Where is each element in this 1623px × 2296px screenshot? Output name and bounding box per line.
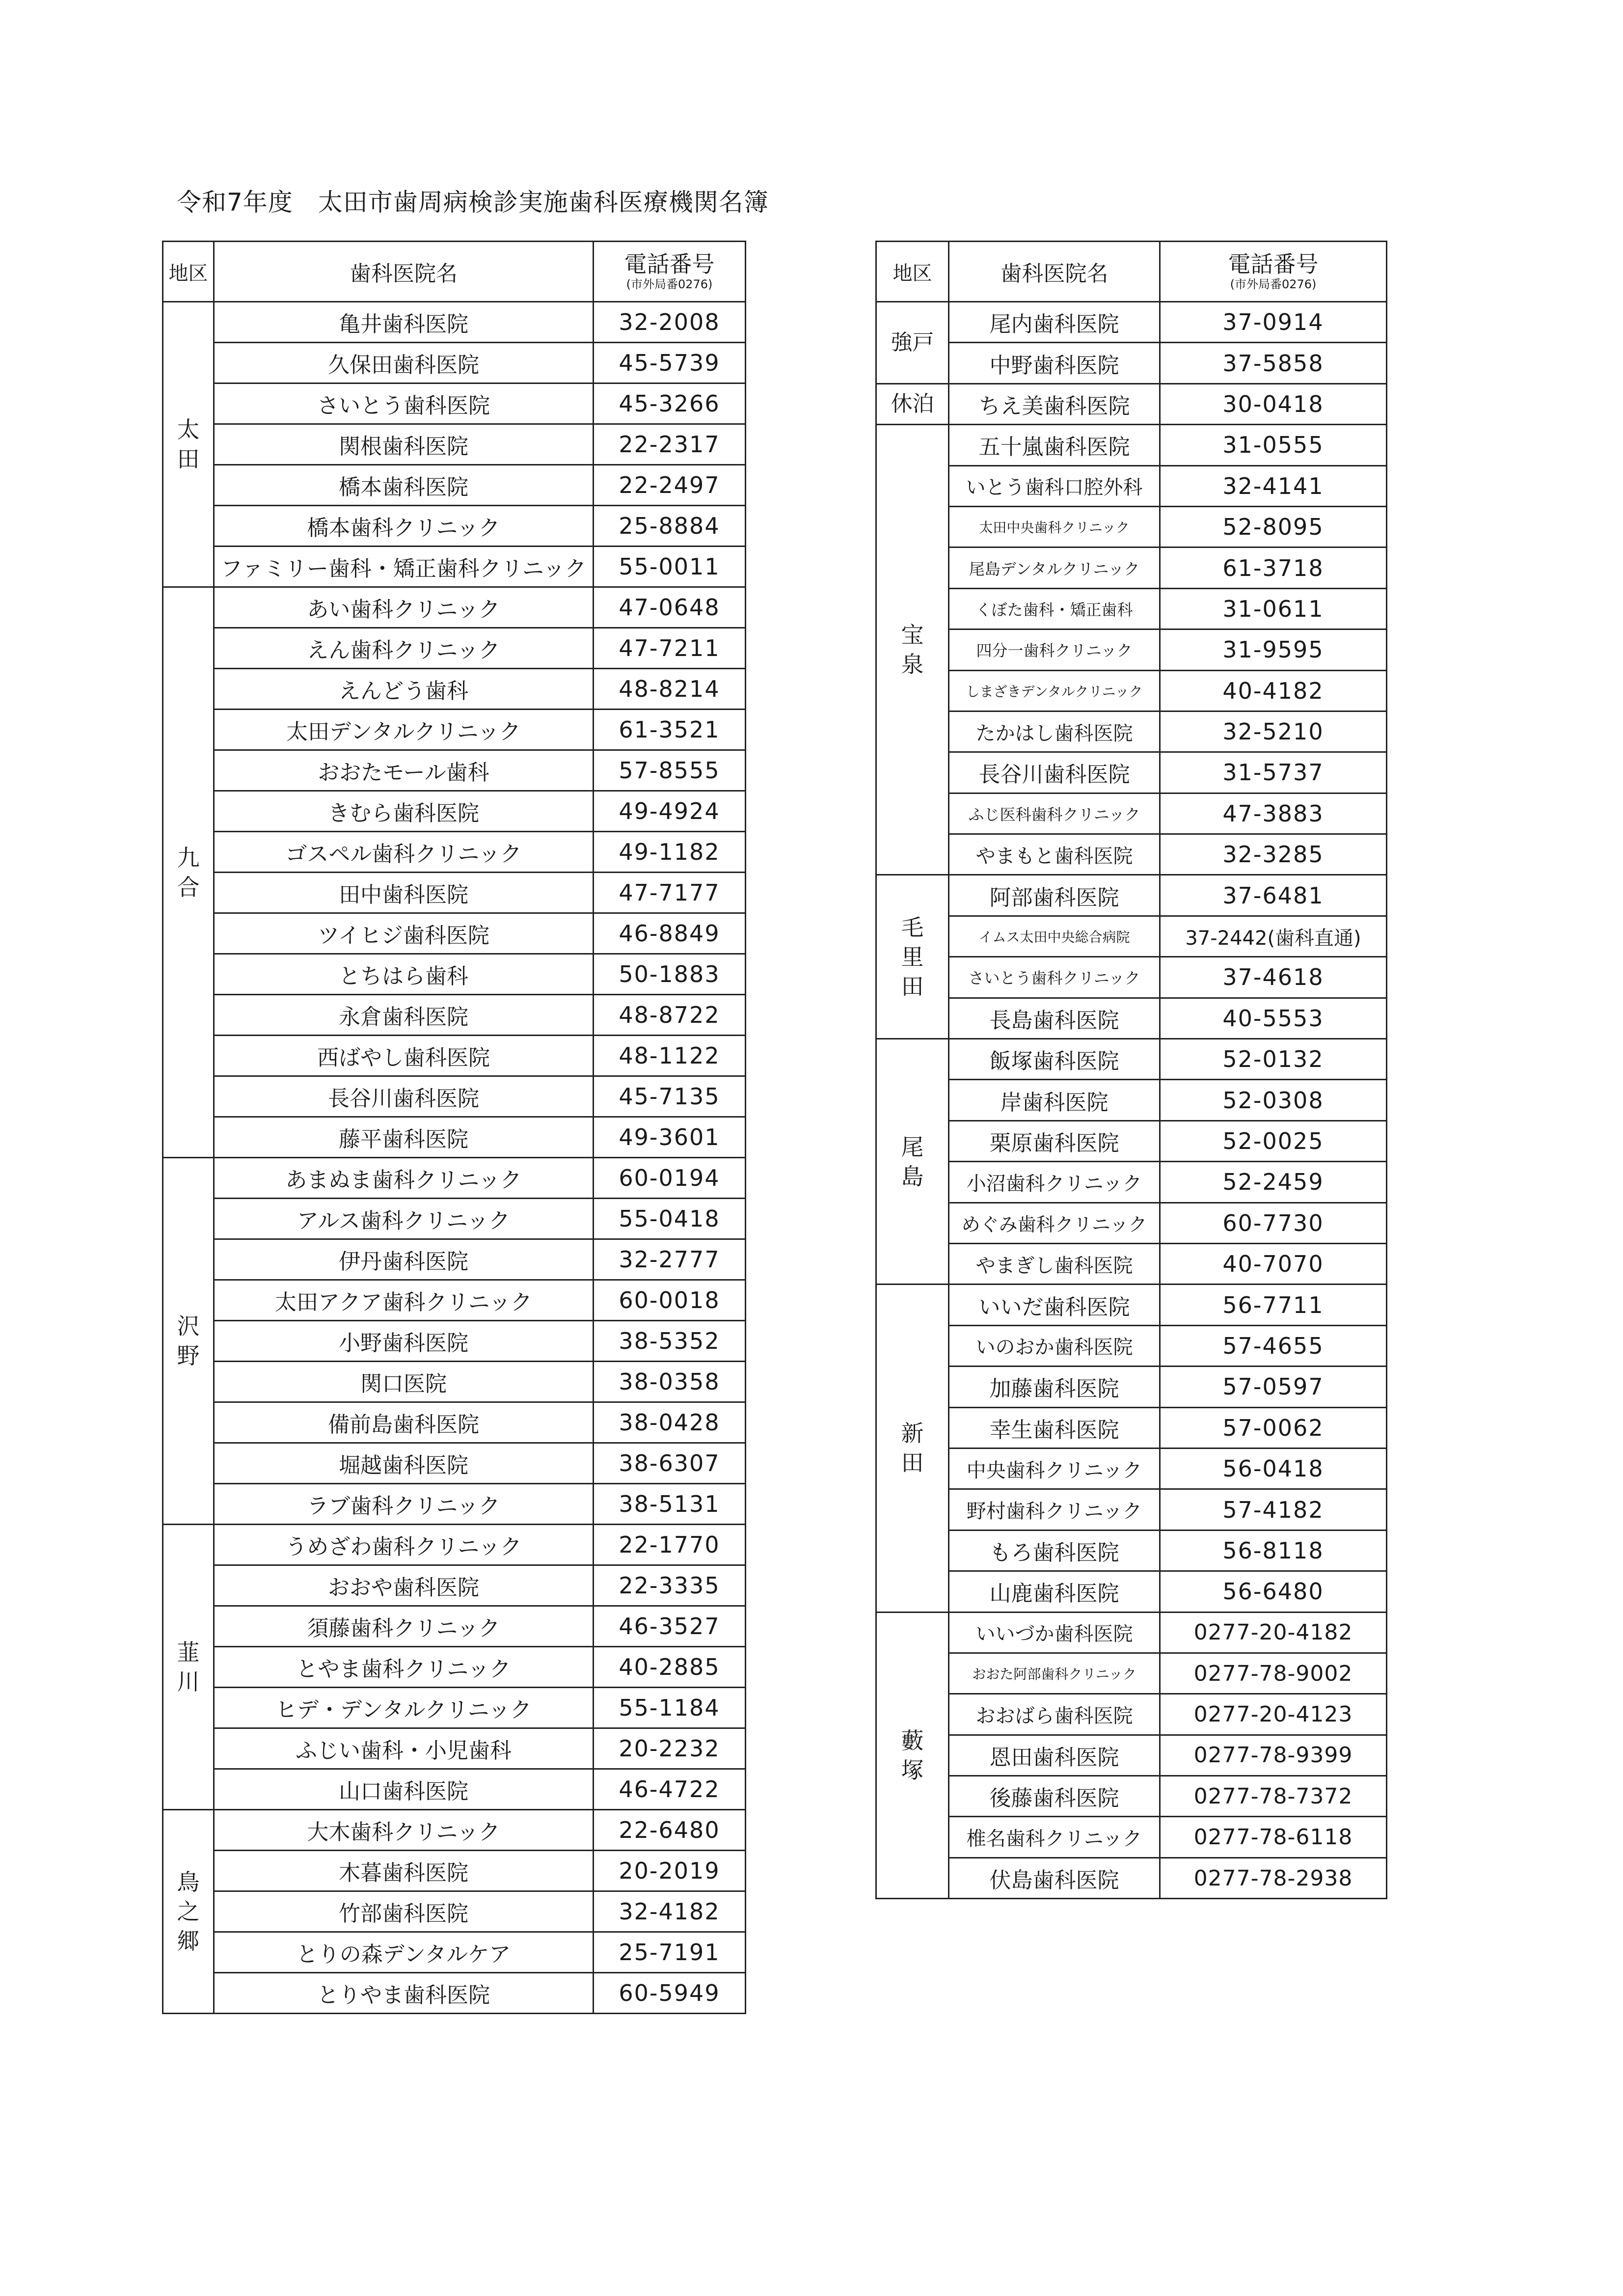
table-row — [163, 913, 746, 954]
table-row — [163, 1525, 746, 1565]
clinic-name: 椎名歯科クリニック — [949, 1817, 1160, 1858]
phone-number: 32-4182 — [594, 1891, 746, 1932]
phone-header-note: (市外局番0276) — [1230, 277, 1317, 291]
phone-number: 20-2019 — [594, 1851, 746, 1891]
phone-number: 57-8555 — [594, 750, 746, 791]
phone-number: 20-2232 — [594, 1728, 746, 1769]
phone-number: 37-4618 — [1160, 957, 1387, 998]
table-row — [876, 875, 1387, 916]
table-row — [163, 1362, 746, 1402]
phone-number: 0277-78-2938 — [1160, 1858, 1387, 1898]
clinic-name: 尾島デンタルクリニック — [949, 547, 1160, 588]
table-row — [876, 1121, 1387, 1161]
table-row — [876, 1080, 1387, 1121]
table-row — [163, 1851, 746, 1891]
phone-number: 38-0428 — [594, 1402, 746, 1443]
table-row — [876, 1694, 1387, 1735]
table-row — [163, 1158, 746, 1199]
phone-number: 56-8118 — [1160, 1530, 1387, 1571]
clinic-name: 久保田歯科医院 — [214, 343, 594, 383]
table-row — [876, 998, 1387, 1039]
phone-number: 31-0555 — [1160, 425, 1387, 465]
clinic-name: 堀越歯科医院 — [214, 1443, 594, 1484]
clinic-name: 岸歯科医院 — [949, 1080, 1160, 1121]
table-row — [876, 793, 1387, 834]
phone-number: 31-5737 — [1160, 752, 1387, 793]
table-row — [163, 669, 746, 710]
clinic-name: 長島歯科医院 — [949, 998, 1160, 1039]
phone-number: 22-6480 — [594, 1810, 746, 1851]
phone-number: 56-7711 — [1160, 1285, 1387, 1325]
phone-number: 0277-78-9002 — [1160, 1653, 1387, 1694]
table-row — [163, 1973, 746, 2014]
phone-number: 0277-78-6118 — [1160, 1817, 1387, 1858]
phone-number: 32-3285 — [1160, 834, 1387, 875]
clinic-name: いとう歯科口腔外科 — [949, 465, 1160, 506]
clinic-name: おおや歯科医院 — [214, 1565, 594, 1606]
table-row — [876, 1735, 1387, 1776]
table-row — [876, 916, 1387, 957]
district-cell: 宝 泉 — [876, 425, 949, 875]
clinic-name: 長谷川歯科医院 — [949, 752, 1160, 793]
table-row — [876, 1530, 1387, 1571]
clinic-name: ヒデ・デンタルクリニック — [214, 1688, 594, 1728]
phone-number: 61-3718 — [1160, 547, 1387, 588]
district-cell: 沢 野 — [163, 1158, 214, 1525]
district-cell: 韮 川 — [163, 1525, 214, 1810]
district-cell: 強戸 — [876, 302, 949, 384]
clinic-name: 五十嵐歯科医院 — [949, 425, 1160, 465]
clinic-name: さいとう歯科医院 — [214, 383, 594, 424]
clinic-name: 伏島歯科医院 — [949, 1858, 1160, 1898]
clinic-name: アルス歯科クリニック — [214, 1199, 594, 1239]
table-row — [876, 302, 1387, 343]
clinic-name: 栗原歯科医院 — [949, 1121, 1160, 1161]
phone-number: 31-0611 — [1160, 588, 1387, 629]
table-row — [876, 1653, 1387, 1694]
table-row — [163, 1239, 746, 1280]
table-row — [163, 587, 746, 628]
phone-header-label: 電話番号 — [624, 251, 715, 277]
district-cell: 新 田 — [876, 1285, 949, 1612]
table-row — [876, 383, 1387, 424]
phone-number: 57-4182 — [1160, 1489, 1387, 1530]
phone-number: 48-8214 — [594, 669, 746, 710]
clinic-name: ラブ歯科クリニック — [214, 1484, 594, 1525]
clinic-name: ファミリー歯科・矯正歯科クリニック — [214, 547, 594, 587]
clinic-name: 木暮歯科医院 — [214, 1851, 594, 1891]
phone-number: 40-4182 — [1160, 670, 1387, 711]
clinic-name: とちはら歯科 — [214, 954, 594, 995]
table-row — [876, 957, 1387, 998]
clinic-name: 中野歯科医院 — [949, 343, 1160, 383]
table-row — [163, 1402, 746, 1443]
clinic-name: 阿部歯科医院 — [949, 875, 1160, 916]
phone-number: 45-3266 — [594, 383, 746, 424]
clinic-name: 橋本歯科医院 — [214, 465, 594, 506]
clinic-name: やまもと歯科医院 — [949, 834, 1160, 875]
table-row — [163, 832, 746, 873]
table-row — [163, 1321, 746, 1362]
phone-number: 32-4141 — [1160, 465, 1387, 506]
phone-header — [1160, 242, 1387, 302]
phone-number: 25-8884 — [594, 506, 746, 547]
clinic-name: ツイヒジ歯科医院 — [214, 913, 594, 954]
table-row — [876, 629, 1387, 670]
clinic-name: 橋本歯科クリニック — [214, 506, 594, 547]
phone-number: 46-8849 — [594, 913, 746, 954]
district-cell: 九 合 — [163, 587, 214, 1158]
phone-number: 0277-20-4123 — [1160, 1694, 1387, 1735]
header-row — [163, 242, 746, 302]
table-row — [876, 752, 1387, 793]
clinic-name: 伊丹歯科医院 — [214, 1239, 594, 1280]
clinic-name: 竹部歯科医院 — [214, 1891, 594, 1932]
table-row — [163, 424, 746, 465]
clinic-table-left — [162, 241, 746, 2014]
phone-number: 49-3601 — [594, 1117, 746, 1158]
table-row — [163, 873, 746, 913]
table-row — [163, 547, 746, 587]
phone-number: 57-4655 — [1160, 1325, 1387, 1366]
phone-number: 37-5858 — [1160, 343, 1387, 383]
table-row — [876, 1571, 1387, 1612]
clinic-name: たかはし歯科医院 — [949, 711, 1160, 752]
table-row — [876, 1162, 1387, 1203]
table-row — [163, 343, 746, 383]
clinic-name: ゴスペル歯科クリニック — [214, 832, 594, 873]
district-cell: 尾 島 — [876, 1039, 949, 1285]
clinic-name: ふじい歯科・小児歯科 — [214, 1728, 594, 1769]
table-row — [876, 1325, 1387, 1366]
table-row — [876, 506, 1387, 547]
phone-header — [594, 242, 746, 302]
table-row — [876, 1039, 1387, 1080]
phone-number: 57-0597 — [1160, 1367, 1387, 1407]
phone-number: 30-0418 — [1160, 383, 1387, 424]
phone-number: 38-6307 — [594, 1443, 746, 1484]
district-cell: 太 田 — [163, 302, 214, 587]
table-row — [876, 834, 1387, 875]
clinic-name: おおばら歯科医院 — [949, 1694, 1160, 1735]
phone-number: 25-7191 — [594, 1932, 746, 1973]
phone-number: 52-0132 — [1160, 1039, 1387, 1080]
table-row — [163, 1647, 746, 1688]
phone-number: 32-2008 — [594, 302, 746, 343]
district-cell: 休泊 — [876, 383, 949, 424]
clinic-name: えん歯科クリニック — [214, 628, 594, 669]
phone-number: 32-5210 — [1160, 711, 1387, 752]
table-row — [163, 1891, 746, 1932]
clinic-name: ちえ美歯科医院 — [949, 383, 1160, 424]
district-cell: 毛 里 田 — [876, 875, 949, 1039]
clinic-name: いいづか歯科医院 — [949, 1612, 1160, 1653]
table-row — [163, 1036, 746, 1076]
page-title: 令和7年度 太田市歯周病検診実施歯科医療機関名簿 — [177, 188, 769, 217]
phone-number: 49-1182 — [594, 832, 746, 873]
phone-number: 22-3335 — [594, 1565, 746, 1606]
table-row — [163, 1769, 746, 1810]
table-row — [163, 1606, 746, 1647]
clinic-name: 永倉歯科医院 — [214, 995, 594, 1036]
clinic-name: めぐみ歯科クリニック — [949, 1203, 1160, 1243]
clinic-name: おおたモール歯科 — [214, 750, 594, 791]
district-header: 地区 — [163, 242, 214, 302]
clinic-name: 野村歯科クリニック — [949, 1489, 1160, 1530]
clinic-name: 加藤歯科医院 — [949, 1367, 1160, 1407]
table-row — [876, 465, 1387, 506]
clinic-name: えんどう歯科 — [214, 669, 594, 710]
phone-number: 40-5553 — [1160, 998, 1387, 1039]
table-row — [163, 1565, 746, 1606]
phone-number: 60-7730 — [1160, 1203, 1387, 1243]
phone-number: 57-0062 — [1160, 1407, 1387, 1448]
clinic-name: イムス太田中央総合病院 — [949, 916, 1160, 957]
clinic-name: 太田アクア歯科クリニック — [214, 1280, 594, 1321]
phone-number: 38-5131 — [594, 1484, 746, 1525]
clinic-name: いのおか歯科医院 — [949, 1325, 1160, 1366]
clinic-name: とりやま歯科医院 — [214, 1973, 594, 2014]
phone-number: 22-2317 — [594, 424, 746, 465]
table-row — [876, 1367, 1387, 1407]
table-row — [876, 1203, 1387, 1243]
clinic-name: とやま歯科クリニック — [214, 1647, 594, 1688]
clinic-name: あまぬま歯科クリニック — [214, 1158, 594, 1199]
clinic-name: くぼた歯科・矯正歯科 — [949, 588, 1160, 629]
table-row — [163, 1728, 746, 1769]
table-row — [876, 343, 1387, 383]
phone-number: 61-3521 — [594, 710, 746, 750]
table-row — [876, 1858, 1387, 1898]
clinic-name: 藤平歯科医院 — [214, 1117, 594, 1158]
clinic-name: うめざわ歯科クリニック — [214, 1525, 594, 1565]
clinic-name: いいだ歯科医院 — [949, 1285, 1160, 1325]
table-row — [163, 750, 746, 791]
phone-number: 0277-20-4182 — [1160, 1612, 1387, 1653]
phone-number: 47-7177 — [594, 873, 746, 913]
table-row — [163, 1484, 746, 1525]
phone-number: 46-4722 — [594, 1769, 746, 1810]
phone-number: 56-6480 — [1160, 1571, 1387, 1612]
district-cell: 鳥 之 郷 — [163, 1810, 214, 2014]
phone-number: 37-0914 — [1160, 302, 1387, 343]
table-row — [163, 628, 746, 669]
clinic-name: ふじ医科歯科クリニック — [949, 793, 1160, 834]
phone-number: 0277-78-7372 — [1160, 1776, 1387, 1817]
phone-number: 38-0358 — [594, 1362, 746, 1402]
header-row — [876, 242, 1387, 302]
clinic-name: 太田デンタルクリニック — [214, 710, 594, 750]
phone-number: 55-0418 — [594, 1199, 746, 1239]
phone-number: 52-8095 — [1160, 506, 1387, 547]
table-row — [876, 1448, 1387, 1489]
district-header: 地区 — [876, 242, 949, 302]
clinic-name: 西ばやし歯科医院 — [214, 1036, 594, 1076]
phone-number: 40-2885 — [594, 1647, 746, 1688]
clinic-name: あい歯科クリニック — [214, 587, 594, 628]
phone-number: 52-0025 — [1160, 1121, 1387, 1161]
table-row — [163, 1443, 746, 1484]
table-row — [163, 1199, 746, 1239]
table-row — [876, 1817, 1387, 1858]
phone-number: 37-6481 — [1160, 875, 1387, 916]
table-row — [876, 711, 1387, 752]
table-row — [876, 670, 1387, 711]
phone-number: 60-0194 — [594, 1158, 746, 1199]
table-row — [163, 1932, 746, 1973]
table-row — [163, 1280, 746, 1321]
clinic-name: 飯塚歯科医院 — [949, 1039, 1160, 1080]
table-row — [876, 425, 1387, 465]
phone-number: 45-7135 — [594, 1076, 746, 1117]
phone-number: 45-5739 — [594, 343, 746, 383]
table-row — [163, 506, 746, 547]
table-row — [876, 1776, 1387, 1817]
clinic-name: 四分一歯科クリニック — [949, 629, 1160, 670]
phone-number: 60-0018 — [594, 1280, 746, 1321]
clinic-name: やまぎし歯科医院 — [949, 1243, 1160, 1284]
clinic-name: しまざきデンタルクリニック — [949, 670, 1160, 711]
clinic-name: 小沼歯科クリニック — [949, 1162, 1160, 1203]
phone-number: 48-1122 — [594, 1036, 746, 1076]
phone-number: 50-1883 — [594, 954, 746, 995]
clinic-table-right — [875, 241, 1387, 1899]
clinic-name: 関根歯科医院 — [214, 424, 594, 465]
phone-number: 32-2777 — [594, 1239, 746, 1280]
table-row — [876, 1243, 1387, 1284]
clinic-name: 恩田歯科医院 — [949, 1735, 1160, 1776]
phone-number: 60-5949 — [594, 1973, 746, 2014]
phone-number: 49-4924 — [594, 791, 746, 832]
phone-number: 52-2459 — [1160, 1162, 1387, 1203]
phone-number: 22-1770 — [594, 1525, 746, 1565]
table-row — [163, 302, 746, 343]
phone-number: 46-3527 — [594, 1606, 746, 1647]
phone-number: 52-0308 — [1160, 1080, 1387, 1121]
clinic-name: 大木歯科クリニック — [214, 1810, 594, 1851]
table-row — [876, 1489, 1387, 1530]
phone-header-label: 電話番号 — [1228, 251, 1319, 277]
table-row — [163, 995, 746, 1036]
phone-number: 31-9595 — [1160, 629, 1387, 670]
clinic-name: 関口医院 — [214, 1362, 594, 1402]
table-row — [876, 547, 1387, 588]
phone-number: 56-0418 — [1160, 1448, 1387, 1489]
phone-number: 40-7070 — [1160, 1243, 1387, 1284]
table-row — [163, 383, 746, 424]
clinic-name: きむら歯科医院 — [214, 791, 594, 832]
clinic-name-header: 歯科医院名 — [949, 242, 1160, 302]
clinic-name: 山口歯科医院 — [214, 1769, 594, 1810]
clinic-name-header: 歯科医院名 — [214, 242, 594, 302]
table-row — [163, 710, 746, 750]
phone-number: 47-3883 — [1160, 793, 1387, 834]
table-row — [163, 791, 746, 832]
phone-number: 0277-78-9399 — [1160, 1735, 1387, 1776]
clinic-name: 須藤歯科クリニック — [214, 1606, 594, 1647]
clinic-name: 後藤歯科医院 — [949, 1776, 1160, 1817]
table-row — [163, 1688, 746, 1728]
table-row — [163, 954, 746, 995]
clinic-name: 尾内歯科医院 — [949, 302, 1160, 343]
table-row — [163, 1117, 746, 1158]
table-row — [876, 588, 1387, 629]
phone-number: 37-2442(歯科直通) — [1160, 916, 1387, 957]
table-row — [876, 1407, 1387, 1448]
clinic-name: とりの森デンタルケア — [214, 1932, 594, 1973]
clinic-name: さいとう歯科クリニック — [949, 957, 1160, 998]
phone-number: 55-1184 — [594, 1688, 746, 1728]
phone-header-note: (市外局番0276) — [626, 277, 713, 291]
clinic-name: 田中歯科医院 — [214, 873, 594, 913]
clinic-name: 亀井歯科医院 — [214, 302, 594, 343]
phone-number: 47-0648 — [594, 587, 746, 628]
clinic-name: 小野歯科医院 — [214, 1321, 594, 1362]
phone-number: 38-5352 — [594, 1321, 746, 1362]
clinic-name: 長谷川歯科医院 — [214, 1076, 594, 1117]
table-row — [163, 465, 746, 506]
clinic-name: もろ歯科医院 — [949, 1530, 1160, 1571]
clinic-name: 中央歯科クリニック — [949, 1448, 1160, 1489]
table-row — [876, 1285, 1387, 1325]
table-row — [163, 1810, 746, 1851]
table-row — [876, 1612, 1387, 1653]
clinic-name: 備前島歯科医院 — [214, 1402, 594, 1443]
clinic-name: 山鹿歯科医院 — [949, 1571, 1160, 1612]
clinic-name: 幸生歯科医院 — [949, 1407, 1160, 1448]
phone-number: 48-8722 — [594, 995, 746, 1036]
table-row — [163, 1076, 746, 1117]
phone-number: 55-0011 — [594, 547, 746, 587]
phone-number: 22-2497 — [594, 465, 746, 506]
clinic-name: 太田中央歯科クリニック — [949, 506, 1160, 547]
district-cell: 藪 塚 — [876, 1612, 949, 1899]
phone-number: 47-7211 — [594, 628, 746, 669]
clinic-name: おおた阿部歯科クリニック — [949, 1653, 1160, 1694]
